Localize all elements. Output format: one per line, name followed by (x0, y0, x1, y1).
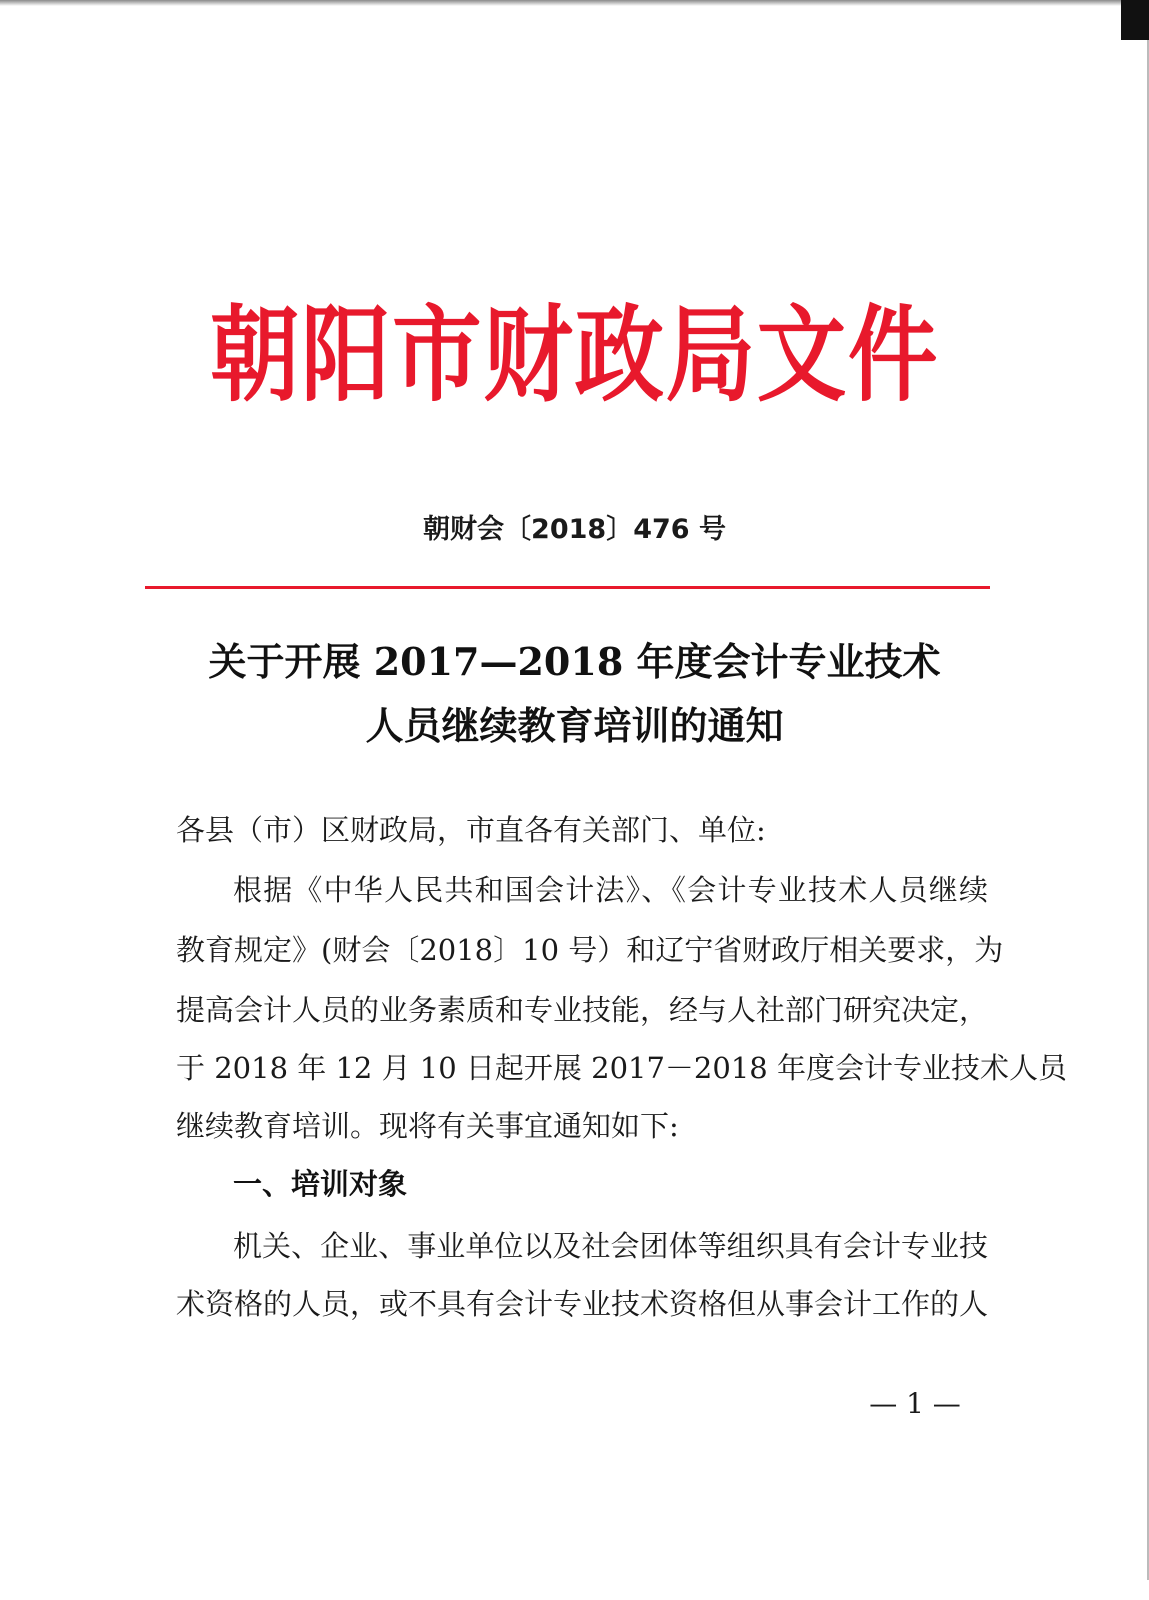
red-divider-line (145, 586, 990, 589)
scan-corner-mark (1121, 0, 1149, 40)
paragraph-1-line-1: 根据《中华人民共和国会计法》、《会计专业技术人员继续 (233, 873, 988, 907)
paragraph-1-line-2: 教育规定》(财会〔2018〕10 号）和辽宁省财政厅相关要求，为 (176, 933, 1004, 967)
page-edge-shadow (0, 0, 1149, 6)
document-header-title: 朝阳市财政局文件 (209, 294, 940, 416)
page-number: — 1 — (869, 1387, 961, 1420)
notice-title-line-2: 人员继续教育培训的通知 (365, 703, 784, 748)
document-number: 朝财会〔2018〕476 号 (423, 514, 726, 545)
paragraph-2-line-1: 机关、企业、事业单位以及社会团体等组织具有会计专业技 (233, 1229, 988, 1263)
paragraph-1-line-3: 提高会计人员的业务素质和专业技能，经与人社部门研究决定， (176, 993, 989, 1027)
notice-title-line-1: 关于开展 2017—2018 年度会计专业技术 (208, 639, 941, 684)
paragraph-2-line-2: 术资格的人员，或不具有会计专业技术资格但从事会计工作的人 (176, 1287, 989, 1321)
paragraph-1-line-4: 于 2018 年 12 月 10 日起开展 2017－2018 年度会计专业技术人员 (176, 1051, 1067, 1085)
section-1-heading: 一、培训对象 (233, 1167, 408, 1201)
paragraph-1-line-5: 继续教育培训。现将有关事宜通知如下: (176, 1109, 679, 1143)
salutation: 各县（市）区财政局，市直各有关部门、单位: (176, 813, 766, 847)
